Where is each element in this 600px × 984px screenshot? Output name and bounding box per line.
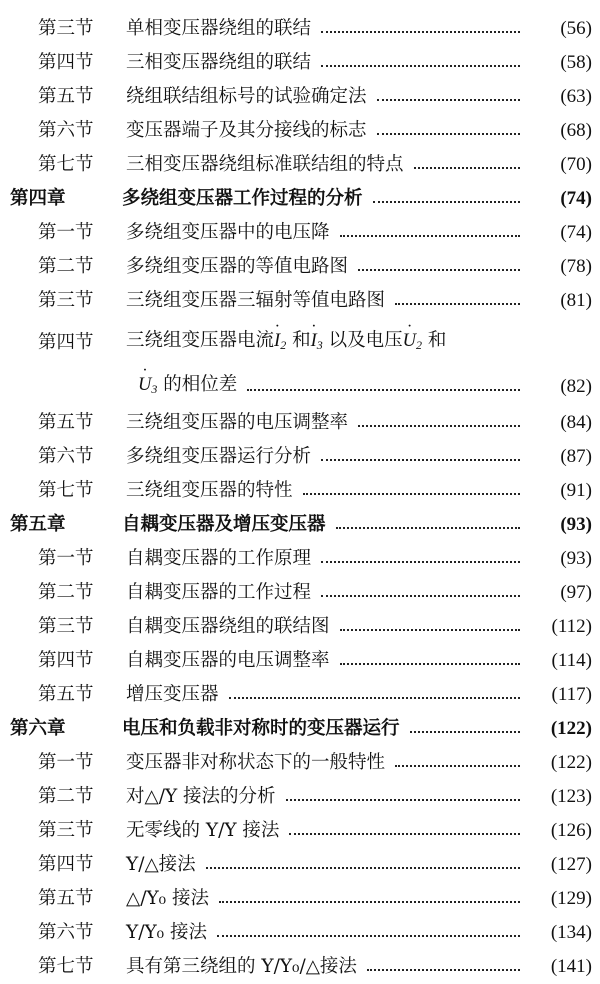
page-number: (82) [560,376,592,397]
leader-dots [377,133,520,135]
toc-section-row [0,576,600,610]
leader-dots [219,901,520,903]
toc-section-continuation [0,370,600,404]
page-number: (141) [550,956,592,977]
section-title: Y/Y₀ 接法 [126,922,207,943]
section-number: 第六节 [38,446,94,467]
leader-dots [336,527,520,529]
page-number: (126) [550,820,592,841]
voltage-u2-base: · U [403,324,416,358]
voltage-u3-base: · U [138,368,151,402]
current-i3 [311,331,323,351]
chapter-title: 电压和负载非对称时的变压器运行 [122,718,400,739]
page-number: (134) [550,922,592,943]
leader-dots [303,493,520,495]
title-text: 和 [422,330,447,351]
toc-section-row [0,916,600,950]
chapter-number: 第四章 [10,188,66,209]
leader-dots [395,303,520,305]
section-title: 增压变压器 [126,684,219,705]
chapter-title: 自耦变压器及增压变压器 [122,514,326,535]
section-title: 自耦变压器的工作原理 [126,548,312,569]
leader-dots [340,663,520,665]
section-number: 第七节 [38,480,94,501]
leader-dots [340,629,520,631]
current-i3-base: · I [311,324,317,358]
section-number: 第三节 [38,290,94,311]
section-title: 三绕组变压器三辐射等值电路图 [126,290,386,311]
page-number: (112) [551,616,592,637]
leader-dots [206,867,520,869]
page-number: (87) [560,446,592,467]
voltage-u2 [403,331,422,351]
leader-dots [340,235,520,237]
section-number: 第七节 [38,956,94,977]
section-title: 具有第三绕组的 Y/Y₀/△接法 [126,956,357,977]
section-title: 绕组联结组标号的试验确定法 [126,86,367,107]
current-i2-subscript: 2 [280,338,287,352]
page-number: (63) [560,86,592,107]
page-number: (68) [560,120,592,141]
page-number: (81) [560,290,592,311]
section-number: 第七节 [38,154,94,175]
toc-chapter-row [0,182,600,216]
section-number: 第五节 [38,684,94,705]
chapter-number: 第五章 [10,514,66,535]
toc-section-row [0,610,600,644]
page-number: (114) [551,650,592,671]
section-title: 变压器端子及其分接线的标志 [126,120,367,141]
toc-section-row [0,542,600,576]
toc-section-row [0,780,600,814]
voltage-u2-subscript: 2 [416,338,423,352]
toc-section-row [0,882,600,916]
toc-section-row [0,148,600,182]
toc-section-row [0,12,600,46]
section-number: 第二节 [38,786,94,807]
title-text: 的相位差 [157,374,238,395]
page-number: (127) [550,854,592,875]
section-title [126,324,446,362]
section-title: Y/△接法 [126,854,196,875]
section-title-continuation [138,368,237,406]
leader-dots [321,595,520,597]
section-number: 第一节 [38,222,94,243]
section-number: 第四节 [38,332,94,353]
leader-dots [367,969,520,971]
section-number: 第五节 [38,888,94,909]
toc-section-row [0,678,600,712]
section-number: 第四节 [38,854,94,875]
leader-dots [286,799,520,801]
toc-section-row [0,440,600,474]
leader-dots [247,389,520,391]
leader-dots [217,935,520,937]
section-number: 第四节 [38,52,94,73]
leader-dots [321,561,520,563]
toc-chapter-row [0,508,600,542]
toc-chapter-row [0,712,600,746]
section-title: 三相变压器绕组标准联结组的特点 [126,154,404,175]
page-number: (70) [560,154,592,175]
leader-dots [229,697,520,699]
section-title: 多绕组变压器运行分析 [126,446,312,467]
toc-section-row [0,848,600,882]
page-number: (91) [560,480,592,501]
toc-section-row [0,474,600,508]
section-title: 自耦变压器绕组的联结图 [126,616,330,637]
toc-section-row [0,746,600,780]
section-number: 第六节 [38,120,94,141]
section-title: 变压器非对称状态下的一般特性 [126,752,386,773]
section-title: 三绕组变压器的电压调整率 [126,412,349,433]
leader-dots [395,765,520,767]
section-title: 自耦变压器的工作过程 [126,582,312,603]
page-number: (123) [550,786,592,807]
page-number: (84) [560,412,592,433]
title-text: 以及电压 [322,330,403,351]
section-title: 无零线的 Y/Y 接法 [126,820,280,841]
page-number: (74) [560,222,592,243]
page-number: (122) [550,752,592,773]
section-title: 三相变压器绕组的联结 [126,52,312,73]
toc-section-row [0,114,600,148]
leader-dots [414,167,520,169]
section-number: 第一节 [38,548,94,569]
toc-section-row [0,406,600,440]
chapter-number: 第六章 [10,718,66,739]
section-title: 多绕组变压器的等值电路图 [126,256,349,277]
current-i2 [274,331,286,351]
section-number: 第二节 [38,582,94,603]
section-number: 第五节 [38,86,94,107]
title-text: 三绕组变压器电流 [126,330,275,351]
leader-dots [373,201,520,203]
voltage-u3 [138,375,157,395]
page-number: (93) [560,514,592,535]
page-number: (129) [550,888,592,909]
section-title: 对△/Y 接法的分析 [126,786,276,807]
section-number: 第三节 [38,18,94,39]
voltage-u3-subscript: 3 [151,382,158,396]
toc-section-row [0,326,600,360]
leader-dots [321,31,520,33]
section-title: △/Y₀ 接法 [126,888,209,909]
page-number: (78) [560,256,592,277]
page-number: (93) [560,548,592,569]
current-i3-subscript: 3 [316,338,323,352]
toc-section-row [0,46,600,80]
section-title: 三绕组变压器的特性 [126,480,293,501]
section-number: 第六节 [38,922,94,943]
toc-section-row [0,950,600,984]
section-number: 第三节 [38,616,94,637]
section-number: 第三节 [38,820,94,841]
section-title: 自耦变压器的电压调整率 [126,650,330,671]
section-title: 单相变压器绕组的联结 [126,18,312,39]
leader-dots [410,731,520,733]
section-number: 第四节 [38,650,94,671]
section-title: 多绕组变压器中的电压降 [126,222,330,243]
toc-section-row [0,250,600,284]
page-number: (97) [560,582,592,603]
leader-dots [321,65,520,67]
page-number: (74) [560,188,592,209]
toc-section-row [0,216,600,250]
toc-section-row [0,644,600,678]
toc-section-row [0,80,600,114]
page-number: (122) [550,718,592,739]
leader-dots [358,269,520,271]
toc-section-row [0,284,600,318]
section-number: 第五节 [38,412,94,433]
page-number: (56) [560,18,592,39]
leader-dots [358,425,520,427]
leader-dots [321,459,520,461]
page-number: (117) [551,684,592,705]
section-number: 第二节 [38,256,94,277]
title-text: 和 [286,330,311,351]
current-i2-base: · I [274,324,280,358]
chapter-title: 多绕组变压器工作过程的分析 [122,188,363,209]
toc-section-row [0,814,600,848]
page-number: (58) [560,52,592,73]
leader-dots [377,99,520,101]
section-number: 第一节 [38,752,94,773]
leader-dots [289,833,520,835]
